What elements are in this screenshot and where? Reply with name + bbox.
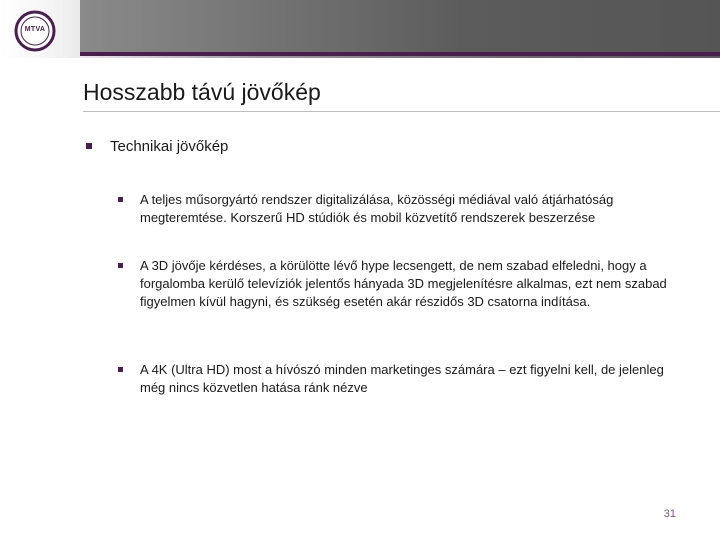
bullet-text: A 3D jövője kérdéses, a körülötte lévő hype lecsengett, de nem szabad elfeledni, hogy a forgalomba kerülő televíziók jelentős hányada 3D megjelenítésre alkalmas, ezt nem szabad figyelmen kívül hagyni, és szükség esetén akár részidős 3D csatorna indítása. (140, 258, 667, 309)
title-divider (83, 111, 720, 112)
header-band (0, 0, 720, 58)
level2-bullet-item (118, 191, 678, 227)
square-bullet-icon (118, 197, 123, 202)
square-bullet-icon (86, 143, 92, 149)
header-rule (80, 52, 720, 56)
page-number: 31 (663, 508, 676, 520)
slide-title: Hosszabb távú jövőkép (83, 79, 321, 105)
logo-text: MTVA (24, 26, 46, 33)
square-bullet-icon (118, 263, 123, 268)
bullet-text: A teljes műsorgyártó rendszer digitalizálása, közösségi médiával való átjárhatóság megteremtése. Korszerű HD stúdiók és mobil közvetítő rendszerek beszerzése (140, 192, 614, 225)
level1-label: Technikai jövőkép (110, 138, 229, 155)
level2-bullet-item (118, 361, 678, 397)
bullet-text: A 4K (Ultra HD) most a hívószó minden marketinges számára – ezt figyelni kell, de jelenleg még nincs közvetlen hatása ránk nézve (140, 362, 664, 395)
square-bullet-icon (118, 367, 123, 372)
level2-bullet-item (118, 257, 678, 311)
